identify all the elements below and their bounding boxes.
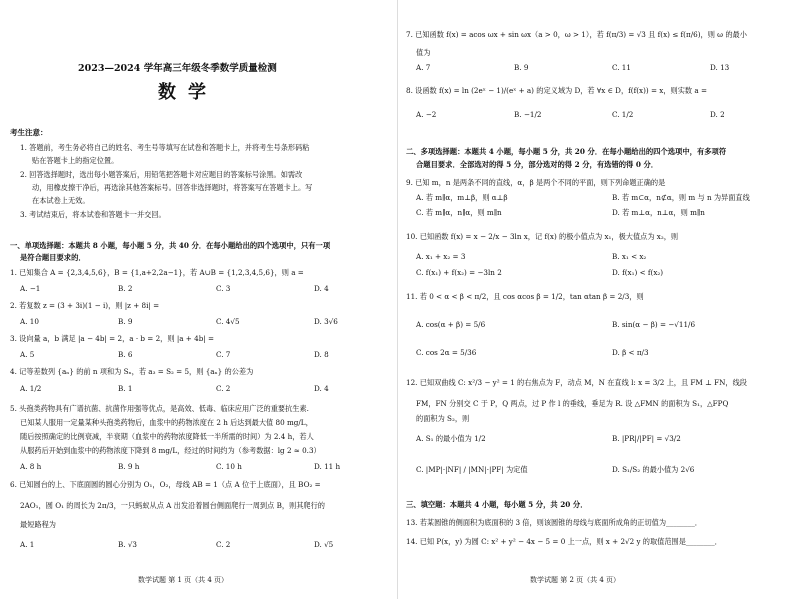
q2-option-d: D. 3√6 — [314, 317, 338, 326]
question-4: 4. 记等差数列 {aₙ} 的前 n 项和为 Sₙ，若 a₃ = S₂ = 5，则 {aₙ} 的公差为 — [10, 367, 254, 376]
question-5-line: 从服药后开始到血浆中的药物浓度下降到 8 mg/L，经过的时间约为（参考数据：lg 2 ≈ 0.3） — [20, 446, 321, 455]
q4-option-a: A. 1/2 — [20, 384, 42, 393]
q5-option-a: A. 8 h — [20, 462, 42, 471]
q12-option-c: C. |MP|·|NF| / |MN|·|PF| 为定值 — [416, 465, 528, 474]
q2-option-c: C. 4√5 — [216, 317, 240, 326]
question-6-line: 6. 已知圆台的上、下底面圆的圆心分别为 O₁，O₂，母线 AB = 1（点 A 位于上底面），且 BO₂ = — [10, 480, 321, 489]
question-5-line: 随后按照确定的比例衰减，半衰期（血浆中的药物浓度降低一半所需的时间）为 2.4 h，若人 — [20, 432, 314, 441]
q9-option-b: B. 若 m⊂α，n⊄α，则 m 与 n 为异面直线 — [612, 193, 750, 202]
question-2: 2. 若复数 z = (3 + 3i)(1 − i)，则 |z + 8i| = — [10, 301, 160, 310]
question-12-line: FM，FN 分别交 C 于 P，Q 两点，过 P 作 l 的垂线，垂足为 R. 设 △FMN 的面积为 S₁，△FPQ — [416, 399, 729, 408]
q6-option-b: B. √3 — [118, 540, 138, 549]
page-footer: 数学试题 第 2 页（共 4 页） — [530, 576, 621, 584]
section-1-heading: 一、单项选择题：本题共 8 小题，每小题 5 分，共 40 分．在每小题给出的四个选项中，只有一项 — [10, 241, 331, 250]
q4-option-b: B. 1 — [118, 384, 133, 393]
q12-option-a: A. S₁ 的最小值为 1/2 — [416, 434, 486, 443]
question-6-line: 最短路程为 — [20, 520, 56, 529]
q3-option-b: B. 6 — [118, 350, 133, 359]
q3-option-a: A. 5 — [20, 350, 35, 359]
question-12-line: 的面积为 S₂，则 — [416, 414, 470, 423]
q11-option-a: A. cos(α + β) = 5/6 — [416, 320, 486, 329]
question-12-line: 12. 已知双曲线 C: x²/3 − y² = 1 的右焦点为 F，动点 M，N 在直线 l: x = 3/2 上，且 FM ⊥ FN，线段 — [406, 378, 747, 387]
q8-option-c: C. 1/2 — [612, 110, 634, 119]
q1-option-b: B. 2 — [118, 284, 133, 293]
notice-line: 动，用橡皮擦干净后，再选涂其他答案标号。回答非选择题时，将答案写在答题卡上。写 — [32, 183, 313, 192]
q8-option-b: B. −1/2 — [514, 110, 542, 119]
section-2-heading: 二、多项选择题：本题共 4 小题，每小题 5 分，共 20 分．在每小题给出的四个选项中，有多项符 — [406, 147, 727, 156]
q9-option-d: D. 若 m⊥α，n⊥α，则 m∥n — [612, 208, 705, 217]
q6-option-d: D. √5 — [314, 540, 334, 549]
question-7-line: 7. 已知函数 f(x) = acos ωx + sin ωx（a > 0，ω > 1），若 f(π/3) = √3 且 f(x) ≤ f(π/6)，则 ω 的最小 — [406, 30, 747, 39]
question-8: 8. 设函数 f(x) = ln (2eˣ − 1)/(eˣ + a) 的定义域为 D，若 ∀x ∈ D，f(f(x)) = x，则实数 a = — [406, 86, 707, 95]
question-1: 1. 已知集合 A = {2,3,4,5,6}，B = {1,a+2,2a−1}，若 A∪B = {1,2,3,4,5,6}，则 a = — [10, 268, 304, 277]
q8-option-a: A. −2 — [416, 110, 437, 119]
section-2-heading-cont: 合题目要求．全部选对的得 5 分，部分选对的得 2 分，有选错的得 0 分． — [416, 160, 659, 169]
question-5-line: 5. 头孢类药物具有广谱抗菌、抗菌作用强等优点，是高效、低毒、临床应用广泛的重要抗生素. — [10, 404, 309, 413]
question-11: 11. 若 0 < α < β < π/2，且 cos αcos β = 1/2，tan αtan β = 2/3，则 — [406, 292, 644, 301]
q10-option-a: A. x₁ + x₂ = 3 — [416, 252, 466, 261]
q12-option-b: B. |PR|/|PF| = √3/2 — [612, 434, 681, 443]
notice-heading: 考生注意： — [10, 128, 48, 137]
q11-option-b: B. sin(α − β) = −√11/6 — [612, 320, 696, 329]
q5-option-b: B. 9 h — [118, 462, 140, 471]
q7-option-a: A. 7 — [416, 63, 431, 72]
q10-option-d: D. f(x₁) < f(x₂) — [612, 268, 664, 277]
exam-title: 2023—2024 学年高三年级冬季数学质量检测 — [78, 63, 277, 74]
section-3-heading: 三、填空题：本题共 4 小题，每小题 5 分，共 20 分． — [406, 500, 588, 509]
q9-option-c: C. 若 m∥α，n∥α，则 m∥n — [416, 208, 502, 217]
notice-line: 在本试卷上无效。 — [32, 196, 90, 205]
q5-option-d: D. 11 h — [314, 462, 341, 471]
q7-option-d: D. 13 — [710, 63, 730, 72]
question-6-line: 2AO₁，圆 O₁ 的周长为 2π/3，一只蚂蚁从点 A 出发沿着圆台侧面爬行一周到点 B，则其爬行的 — [20, 501, 325, 510]
q6-option-a: A. 1 — [20, 540, 35, 549]
q4-option-c: C. 2 — [216, 384, 231, 393]
notice-line: 2. 回答选择题时，选出每小题答案后，用铅笔把答题卡对应题目的答案标号涂黑。如需改 — [20, 170, 303, 179]
q3-option-d: D. 8 — [314, 350, 329, 359]
q8-option-d: D. 2 — [710, 110, 725, 119]
q11-option-d: D. β < π/3 — [612, 348, 649, 357]
q2-option-b: B. 9 — [118, 317, 133, 326]
q3-option-c: C. 7 — [216, 350, 231, 359]
q9-option-a: A. 若 m∥α，m⊥β，则 α⊥β — [416, 193, 508, 202]
page-divider — [397, 0, 398, 599]
notice-line: 3. 考试结束后，将本试卷和答题卡一并交回。 — [20, 210, 166, 219]
page-2 — [406, 0, 790, 599]
question-5-line: 已知某人服用一定量某种头孢类药物后，血浆中的药物浓度在 2 h 后达到最大值 80 mg/L， — [20, 418, 313, 427]
q1-option-d: D. 4 — [314, 284, 329, 293]
q2-option-a: A. 10 — [20, 317, 39, 326]
page-footer: 数学试题 第 1 页（共 4 页） — [138, 576, 229, 584]
q11-option-c: C. cos 2α = 5/36 — [416, 348, 477, 357]
q1-option-a: A. −1 — [20, 284, 41, 293]
q12-option-d: D. S₁/S₂ 的最小值为 2√6 — [612, 465, 695, 474]
q6-option-c: C. 2 — [216, 540, 231, 549]
q4-option-d: D. 4 — [314, 384, 329, 393]
q7-option-b: B. 9 — [514, 63, 529, 72]
question-3: 3. 设向量 a，b 满足 |a − 4b| = 2，a · b = 2，则 |a + 4b| = — [10, 334, 215, 343]
q10-option-c: C. f(x₁) + f(x₂) = −3ln 2 — [416, 268, 502, 277]
page-1 — [10, 0, 394, 599]
section-1-heading-cont: 是符合题目要求的． — [20, 253, 86, 262]
notice-line: 1. 答题前，考生务必将自己的姓名、考生号等填写在试卷和答题卡上，并将考生号条形码粘 — [20, 143, 310, 152]
subject-title: 数学 — [158, 82, 218, 103]
q1-option-c: C. 3 — [216, 284, 231, 293]
question-13: 13. 若某圆锥的侧面积为底面积的 3 倍，则该圆锥的母线与底面所成角的正切值为________． — [406, 518, 702, 527]
question-9: 9. 已知 m，n 是两条不同的直线，α，β 是两个不同的平面，则下列命题正确的是 — [406, 178, 666, 187]
question-14: 14. 已知 P(x，y) 为圆 C: x² + y² − 4x − 5 = 0 上一点，则 x + 2√2 y 的取值范围是________． — [406, 537, 722, 546]
question-7-line: 值为 — [416, 48, 431, 57]
q10-option-b: B. x₁ < x₂ — [612, 252, 647, 261]
q7-option-c: C. 11 — [612, 63, 631, 72]
q5-option-c: C. 10 h — [216, 462, 242, 471]
question-10: 10. 已知函数 f(x) = x − 2/x − 3ln x，记 f(x) 的极小值点为 x₁，极大值点为 x₂，则 — [406, 232, 679, 241]
notice-line: 贴在答题卡上的指定位置。 — [32, 156, 119, 165]
